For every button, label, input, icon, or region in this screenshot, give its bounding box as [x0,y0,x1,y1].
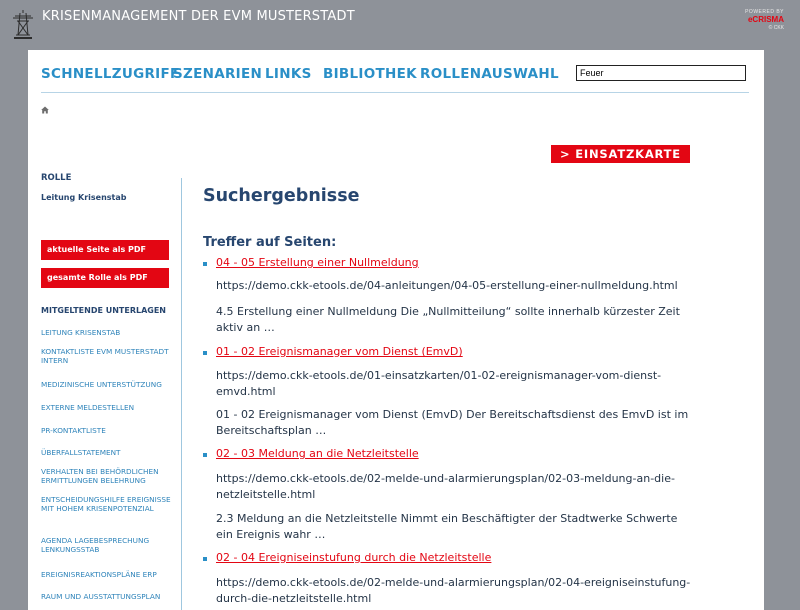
result-link[interactable]: 02 - 03 Meldung an die Netzleitstelle [216,447,419,460]
docs-heading: MITGELTENDE UNTERLAGEN [41,306,166,315]
result-url: https://demo.ckk-etools.de/02-melde-und-alarmierungsplan/02-04-ereigniseinstufung-durch-die-netzleitstelle.html [216,576,691,605]
sidebar-link[interactable]: PR-KONTAKTLISTE [41,426,106,435]
nav-rollenauswahl[interactable]: ROLLENAUSWAHL [420,66,559,82]
power-tower-logo-icon[interactable] [10,8,36,42]
bullet-icon [203,557,207,561]
ecrisma-brand[interactable]: eCRISMA [747,15,784,24]
bullet-icon [203,262,207,266]
pdf-current-page-button[interactable]: aktuelle Seite als PDF [41,240,169,260]
sidebar-link[interactable]: KONTAKTLISTE EVM MUSTERSTADT INTERN [41,347,169,365]
sidebar-link[interactable]: AGENDA LAGEBESPRECHUNG LENKUNGSSTAB [41,536,150,554]
sidebar-link[interactable]: ENTSCHEIDUNGSHILFE EREIGNISSE MIT HOHEM KRISENPOTENZIAL [41,495,171,513]
powered-by-brand [745,10,784,31]
result-link[interactable]: 04 - 05 Erstellung einer Nullmeldung [216,256,419,269]
bullet-icon [203,351,207,355]
section-title: Treffer auf Seiten: [203,235,337,250]
search-input[interactable] [576,65,746,81]
sidebar-link[interactable]: LEITUNG KRISENSTAB [41,328,121,337]
home-icon[interactable] [41,106,49,114]
site-title: KRISENMANAGEMENT DER EVM MUSTERSTADT [42,9,355,24]
sidebar-link[interactable]: EXTERNE MELDESTELLEN [41,403,135,412]
nav-links[interactable]: LINKS [265,66,312,82]
result-link[interactable]: 02 - 04 Ereigniseinstufung durch die Netzleitstelle [216,551,492,564]
einsatzkarte-button[interactable]: > EINSATZKARTE [551,145,690,163]
role-heading: ROLLE [41,173,72,183]
bullet-icon [203,453,207,457]
result-url: https://demo.ckk-etools.de/02-melde-und-alarmierungsplan/02-03-meldung-an-die-netzleitstelle.html [216,472,675,501]
page-title: Suchergebnisse [203,186,360,206]
nav-szenarien[interactable]: SZENARIEN [173,66,263,82]
sidebar-link[interactable]: MEDIZINISCHE UNTERSTÜTZUNG [41,380,162,389]
result-snippet: 2.3 Meldung an die Netzleitstelle Nimmt ein Beschäftigter der Stadtwerke Schwerte ein Ereignis wahr … [216,512,678,541]
result-snippet: 4.5 Erstellung einer Nullmeldung Die „Nullmitteilung“ sollte innerhalb kürzester Zeit aktiv an … [216,305,680,334]
result-url: https://demo.ckk-etools.de/04-anleitungen/04-05-erstellung-einer-nullmeldung.html [216,279,678,292]
content-panel [28,50,764,610]
nav-divider [41,92,749,93]
sidebar-link[interactable]: VERHALTEN BEI BEHÖRDLICHEN ERMITTLUNGEN BELEHRUNG [41,467,159,485]
top-header [0,0,800,50]
result-snippet: 01 - 02 Ereignismanager vom Dienst (EmvD) Der Bereitschaftsdienst des EmvD ist im Bereitschaftsplan … [216,408,689,437]
powered-by-label: POWERED BY [745,9,784,15]
pdf-whole-role-button[interactable]: gesamte Rolle als PDF [41,268,169,288]
copyright-text: © CKK [768,25,784,31]
nav-bibliothek[interactable]: BIBLIOTHEK [323,66,417,82]
sidebar-link[interactable]: EREIGNISREAKTIONSPLÄNE ERP [41,570,157,579]
nav-schnellzugriff[interactable]: SCHNELLZUGRIFF [41,66,180,82]
sidebar-link[interactable]: RAUM UND AUSSTATTUNGSPLAN [41,592,161,601]
role-name: Leitung Krisenstab [41,193,127,202]
sidebar-divider [181,178,182,610]
result-link[interactable]: 01 - 02 Ereignismanager vom Dienst (EmvD) [216,345,463,358]
sidebar-link[interactable]: ÜBERFALLSTATEMENT [41,448,121,457]
result-url: https://demo.ckk-etools.de/01-einsatzkarten/01-02-ereignismanager-vom-dienst-emvd.html [216,369,662,398]
